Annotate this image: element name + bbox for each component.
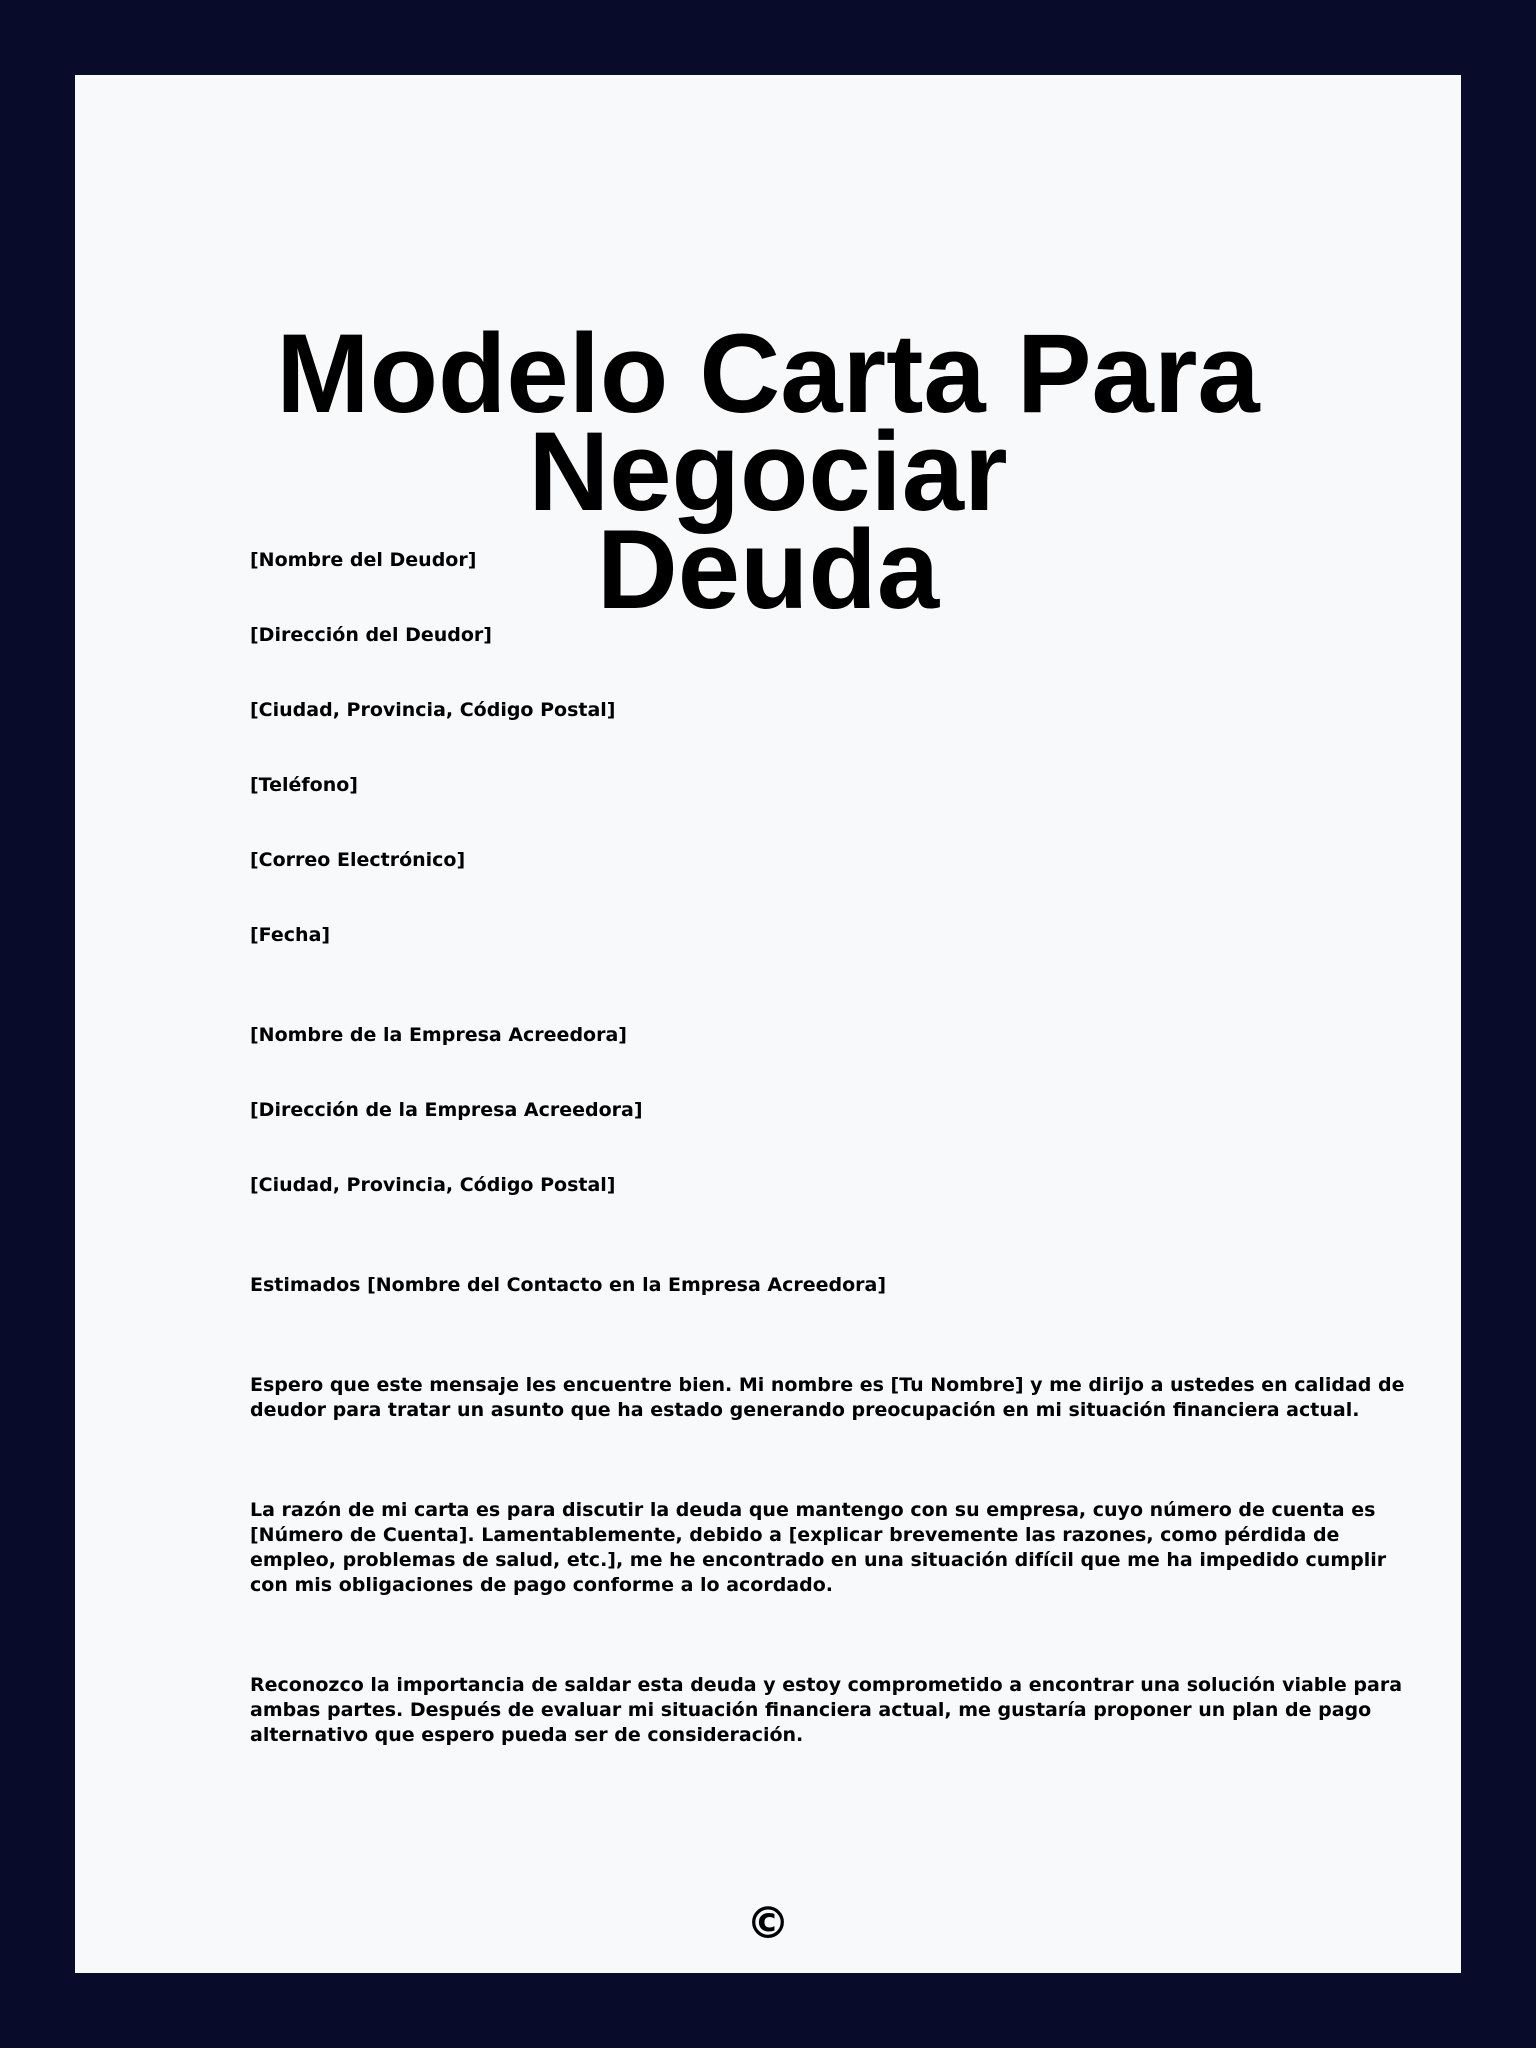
paragraph-1 <box>250 1373 1405 1423</box>
paragraph-line: alternativo que espero pueda ser de consideración. <box>250 1724 804 1746</box>
paragraph-3 <box>250 1673 1403 1748</box>
recipient-address: [Dirección de la Empresa Acreedora] <box>250 1099 643 1121</box>
paragraph-2 <box>250 1498 1387 1598</box>
sender-name: [Nombre del Deudor] <box>250 549 477 571</box>
sender-phone: [Teléfono] <box>250 774 358 796</box>
title-line-2: Deuda <box>596 507 940 632</box>
paragraph-line: [Número de Cuenta]. Lamentablemente, debido a [explicar brevemente las razones, como pérdida de <box>250 1524 1340 1546</box>
copyright-icon: © <box>746 1898 790 1949</box>
paragraph-line: Reconozco la importancia de saldar esta deuda y estoy comprometido a encontrar una solución viable para <box>250 1674 1403 1696</box>
recipient-company: [Nombre de la Empresa Acreedora] <box>250 1024 627 1046</box>
letter-date: [Fecha] <box>250 924 331 946</box>
document-title <box>75 311 1461 632</box>
document-page <box>75 75 1461 1973</box>
paragraph-line: La razón de mi carta es para discutir la deuda que mantengo con su empresa, cuyo número de cuenta es <box>250 1499 1376 1521</box>
salutation: Estimados [Nombre del Contacto en la Empresa Acreedora] <box>250 1274 887 1296</box>
sender-email: [Correo Electrónico] <box>250 849 466 871</box>
paragraph-line: deudor para tratar un asunto que ha estado generando preocupación en mi situación financiera actual. <box>250 1399 1360 1421</box>
recipient-city: [Ciudad, Provincia, Código Postal] <box>250 1174 616 1196</box>
sender-city: [Ciudad, Provincia, Código Postal] <box>250 699 616 721</box>
paragraph-line: ambas partes. Después de evaluar mi situación financiera actual, me gustaría proponer un plan de pago <box>250 1699 1372 1721</box>
paragraph-line: con mis obligaciones de pago conforme a lo acordado. <box>250 1574 833 1596</box>
title-line-1: Modelo Carta Para Negociar <box>276 311 1260 534</box>
sender-address: [Dirección del Deudor] <box>250 624 492 646</box>
paragraph-line: Espero que este mensaje les encuentre bien. Mi nombre es [Tu Nombre] y me dirijo a ustedes en calidad de <box>250 1374 1405 1396</box>
paragraph-line: empleo, problemas de salud, etc.], me he encontrado en una situación difícil que me ha impedido cumplir <box>250 1549 1387 1571</box>
